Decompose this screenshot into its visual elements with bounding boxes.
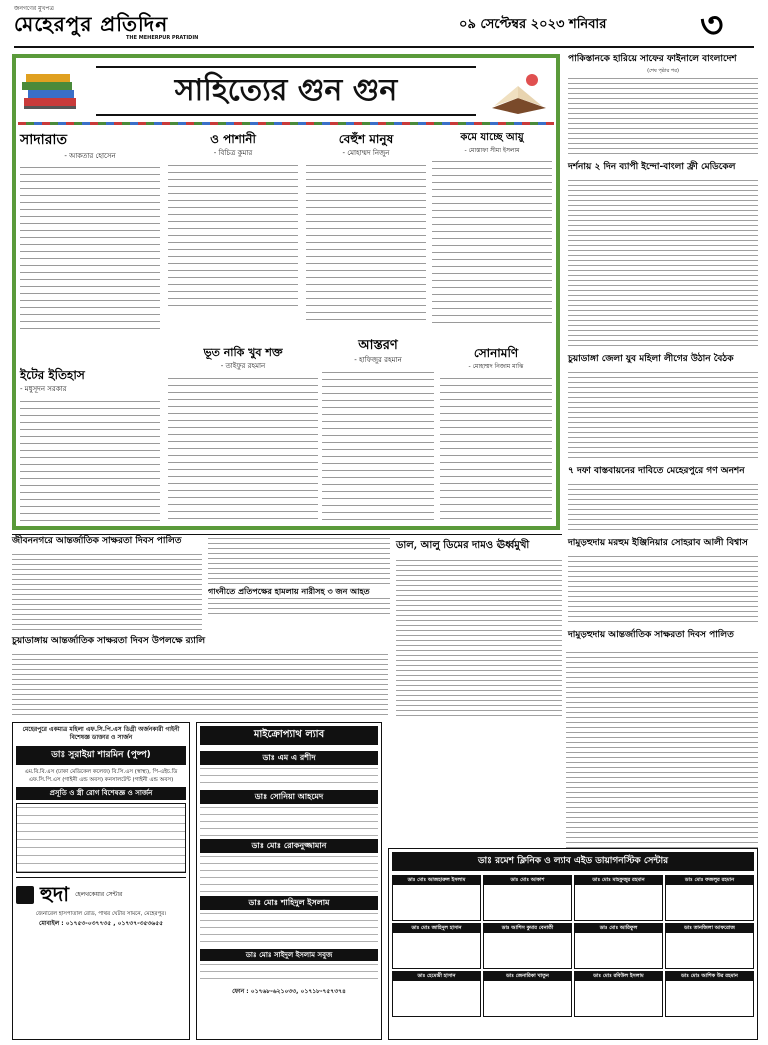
lab-phone: ফোন : ০১৭৬৮-৬২১০৩৩, ০১৭১৮-৭৫৭৩৭৪ — [232, 988, 346, 996]
article-body — [568, 482, 758, 534]
poem-title: বেহুঁশ মানুষ — [338, 132, 394, 146]
doctor-details — [200, 853, 378, 893]
poem-o-pashani — [168, 132, 298, 312]
poem-body — [20, 164, 160, 334]
headline-jibonnagar-literacy: জীবননগরে আন্তর্জাতিক সাক্ষরতা দিবস পালিত — [12, 536, 182, 546]
poem-behush-manush — [306, 132, 426, 332]
doctor-card — [483, 875, 572, 921]
headline-chuadanga-rally: চুয়াডাঙ্গায় আন্তর্জাতিক সাক্ষরতা দিবস উপলক্ষে র‌্যালি — [12, 636, 206, 646]
doctor-name: ডাঃ মোঃ আকাশ — [484, 876, 571, 884]
clinic-phone: মোবাইল : ০১৭৫৩-০৩৭৭৩৫ , ০১৭৩৭-৩৫৩৬৫৫ — [39, 919, 163, 927]
poem-author: - মোহাম্মদ নিজুন — [342, 149, 390, 157]
headline-dal-alu-box — [396, 536, 562, 554]
ad-dr-suraiya — [12, 722, 190, 1040]
poem-title: কমে যাচ্ছে আয়ু — [460, 132, 524, 143]
doctor-name: ডাঃ মোঃ ফজলুর রহমান — [666, 876, 753, 884]
masthead — [14, 4, 754, 46]
poem-title: ইটের ইতিহাস — [20, 368, 85, 382]
lab-doctor: ডাঃ মোঃ শাহিদুল ইসলাম — [200, 896, 378, 910]
doctor-name: ডাঃ সুরাইয়া শারমিন (পুষ্প) — [16, 746, 186, 765]
books-illustration — [20, 68, 80, 116]
doctor-name: ডাঃ মোঃ আরিফুল — [575, 924, 662, 932]
headline-sohrab-ali: দামুড়হুদায় মরহুম ইঞ্জিনিয়ার সোহরাব আলী বিশ্বাস — [568, 538, 748, 548]
continued-note: (শেষ পৃষ্ঠার পর) — [647, 68, 679, 74]
article-body — [396, 558, 562, 718]
article-body — [12, 552, 202, 632]
literature-section — [12, 54, 560, 530]
headline-free-medical: দর্শনায় ২ দিন ব্যাপী ইন্দো-বাংলা ফ্রী মেডিকেল — [568, 162, 736, 172]
headline-dal-alu: ডাল, আলু ডিমের দামও ঊর্ধ্বমুখী — [396, 540, 530, 551]
doctor-name: ডাঃ মোঃ আশিক উর রহমান — [666, 972, 753, 980]
literature-banner — [18, 60, 554, 122]
poem-author: - হাফিজুর রহমান — [354, 356, 402, 365]
doctor-card — [665, 923, 754, 969]
poem-kome-jacche-ayu — [432, 132, 552, 332]
newspaper-name: মেহেরপুর প্রতিদিন — [14, 12, 169, 36]
lab-name: মাইক্রোপ্যাথ ল্যাব — [200, 726, 378, 745]
doctor-name: ডাঃ আশিস কুমার বেনাতী — [484, 924, 571, 932]
doctor-name: ডাঃ মোঃ আজহারুল ইসলাম — [393, 876, 480, 884]
poem-body — [20, 398, 160, 523]
poem-author: - মোহাম্মদ নিজাম মাঝি — [468, 363, 524, 370]
clinic-subtitle: হেলথকেয়ার সেন্টার — [75, 890, 123, 898]
clinic-logo-row — [16, 877, 186, 907]
doctor-card — [392, 875, 481, 921]
poem-iter-itihas — [20, 368, 160, 528]
poem-astoron — [322, 338, 434, 528]
lab-doctor: ডাঃ সোনিয়া আহমেদ — [200, 790, 378, 804]
poem-author: - মধুসূদন সরকার — [20, 385, 67, 393]
doctor-card — [574, 875, 663, 921]
doctor-card — [392, 971, 481, 1017]
clinic-name: ডাঃ রমেশ ক্লিনিক ও ল্যাব এইড ডায়াগনস্টিক সেন্টার — [392, 852, 754, 871]
doctor-card — [392, 923, 481, 969]
article-body — [568, 370, 758, 462]
doctor-card — [483, 923, 572, 969]
article-body — [568, 554, 758, 626]
doctor-grid — [392, 875, 754, 1017]
doctor-degrees: এম.বি.বি.এস (ঢাকা মেডিকেল কলেজ) বি.সি.এস (স্বাস্থ্য), পি-এইচ.ডি এফ.সি.পি.এস (গাইনী এন্ড অবস) কনসালটেন্ট (গাইনী এন্ড অবস) — [24, 769, 178, 784]
poem-sadarat — [20, 132, 160, 342]
doctor-name: ডাঃ জেনারিকা খাতুন — [484, 972, 571, 980]
doctor-name: ডাঃ মোঃ মাহফুজুর রহমান — [575, 876, 662, 884]
masthead-rule — [14, 46, 754, 48]
doctor-details — [200, 961, 378, 985]
poem-author: - আকতার হোসেন — [64, 151, 116, 160]
poem-author: - তাইফুর রহমান — [220, 361, 266, 370]
clinic-address: জেনারেল হাসপাতাল রোড, পাথর ঘেটার সামনে, মেহেরপুর। — [35, 911, 167, 917]
issue-date: ০৯ সেপ্টেম্বর ২০২৩ শনিবার — [459, 17, 607, 32]
doctor-specialty: প্রসূতি ও স্ত্রী রোগ বিশেষজ্ঞ ও সার্জন — [16, 787, 186, 800]
clinic-name: হুদা — [40, 882, 70, 906]
newspaper-name-english: THE MEHERPUR PRATIDIN — [126, 35, 199, 41]
doctor-details — [200, 765, 378, 787]
poem-author: - বিচিত্র কুমার — [213, 149, 253, 157]
book-art-illustration — [488, 68, 550, 116]
doctor-details — [200, 910, 378, 946]
poem-body — [322, 369, 434, 524]
page-number: ৩ — [700, 4, 724, 46]
ad-intro: মেহেরপুরে একমাত্র মহিলা এফ.সি.পি.এস ডিগ্রী অর্জনকারী গাইনী বিশেষজ্ঞ ডাক্তার ও সার্জন — [22, 726, 180, 741]
poem-title: ভূত নাকি খুব শক্ত — [203, 346, 283, 359]
doctor-card — [665, 875, 754, 921]
banner-border — [18, 122, 554, 125]
poem-body — [432, 158, 552, 323]
doctor-name: ডাঃ মোঃ রবিউল ইসলাম — [575, 972, 662, 980]
doctor-card — [574, 971, 663, 1017]
article-body — [208, 536, 390, 616]
poem-sonamoni — [440, 346, 552, 526]
poem-title: সোনামণি — [473, 346, 519, 360]
poem-body — [168, 375, 318, 525]
article-body — [566, 650, 758, 850]
poem-body — [168, 162, 298, 312]
doctor-name: ডাঃ তানজিলা আফরোজ — [666, 924, 753, 932]
poem-title: আস্তরণ — [358, 338, 398, 353]
headline-jubo-mohila: চুয়াডাঙ্গা জেলা যুব মহিলা লীগের উঠান বৈঠক — [568, 354, 734, 364]
doctor-card — [483, 971, 572, 1017]
doctor-name: ডাঃ হেমেন্দ্রী হাসান — [393, 972, 480, 980]
poem-title: সাদারাত — [20, 132, 67, 148]
poem-bhut-naki — [168, 346, 318, 526]
doctor-card — [574, 923, 663, 969]
lab-doctor: ডাঃ মোঃ রোকনুজ্জামান — [200, 839, 378, 853]
poem-body — [306, 162, 426, 322]
clinic-logo-icon — [16, 886, 34, 904]
services-list — [16, 803, 186, 873]
right-news-column — [568, 54, 758, 708]
headline-gangni-attack: গাংনীতে প্রতিপক্ষের হামলায় নারীসহ ৩ জন আহত — [208, 586, 390, 596]
headline-7-dofa: ৭ দফা বাস্তবায়নের দাবিতে মেহেরপুরে গণ অনশন — [568, 466, 745, 476]
masthead-tagline: জনগণের মুখপত্র — [14, 5, 54, 12]
lab-doctor: ডাঃ মোঃ সাইদুল ইসলাম সবুজ — [200, 949, 378, 962]
headline-saff-final: পাকিস্তানকে হারিয়ে সাফের ফাইনালে বাংলাদেশ — [568, 54, 737, 64]
literature-banner-title: সাহিত্যের গুন গুন — [96, 66, 476, 116]
article-body — [568, 178, 758, 350]
headline-damurhuda-literacy: দামুড়হুদায় আন্তর্জাতিক সাক্ষরতা দিবস পালিত — [568, 630, 734, 640]
ad-micropath-lab — [196, 722, 382, 1040]
section-divider — [12, 534, 562, 535]
doctor-card — [665, 971, 754, 1017]
article-body — [568, 76, 758, 158]
doctor-name: ডাঃ মোঃ জাহিদুল হাসান — [393, 924, 480, 932]
ad-ramesh-clinic — [388, 848, 758, 1040]
article-body — [12, 652, 388, 718]
lab-doctor: ডাঃ এম এ রশীদ — [200, 751, 378, 765]
poem-title: ও পাশানী — [210, 132, 256, 146]
doctor-details — [200, 804, 378, 836]
poem-author: - মোস্তাফা সীমা ইসলাম — [464, 146, 520, 154]
poem-body — [440, 375, 552, 525]
